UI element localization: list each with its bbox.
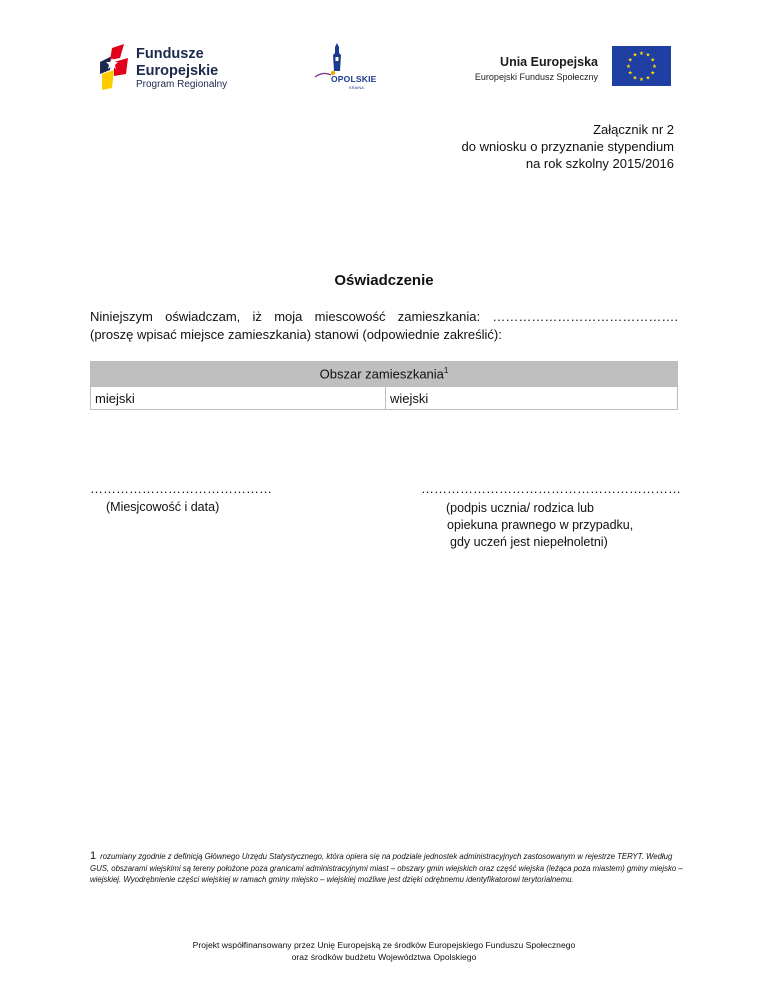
fundusze-europejskie-logo — [98, 44, 268, 94]
annex-line3: na rok szkolny 2015/2016 — [525, 156, 674, 171]
eu-star-icon: ★ — [632, 52, 638, 59]
ue-logo-text — [475, 55, 598, 82]
opolskie-logo-sub: KRAINA — [349, 85, 364, 90]
fe-logo-line2: Europejskie — [136, 63, 219, 79]
footer-line2: oraz środków budżetu Województwa Opolskiego — [291, 952, 477, 962]
statement-line1: Niniejszym oświadczam, iż moja miescowość zamieszkania: ……………………………………. — [90, 309, 678, 324]
statement-paragraph — [90, 308, 678, 344]
area-option-urban[interactable]: miejski — [91, 387, 386, 410]
footer-line1: Projekt współfinansowany przez Unię Europejską ze środków Europejskiego Funduszu Społecznego — [192, 940, 576, 950]
signature-line[interactable]: …………………………………………………… — [421, 481, 681, 496]
eu-star-icon: ★ — [639, 77, 644, 83]
eu-star-icon: ★ — [639, 51, 644, 57]
annex-line2: do wniosku o przyznanie stypendium — [461, 139, 674, 154]
eu-star-icon: ★ — [632, 75, 638, 82]
area-table-header — [91, 362, 678, 387]
document-title: Oświadczenie — [334, 272, 434, 289]
footnote — [90, 851, 690, 886]
signature-label — [446, 500, 633, 551]
ue-subtitle: Europejski Fundusz Społeczny — [474, 72, 598, 82]
annex-heading — [462, 121, 674, 172]
signature-label-line3: gdy uczeń jest niepełnoletni) — [450, 535, 608, 549]
annex-line1: Załącznik nr 2 — [593, 122, 674, 137]
area-option-rural[interactable]: wiejski — [386, 387, 678, 410]
area-table-header-text: Obszar zamieszkania — [319, 366, 444, 382]
eu-flag-icon — [612, 46, 671, 86]
signature-label-line1: (podpis ucznia/ rodzica lub — [446, 501, 594, 515]
fe-logo-line1: Fundusze — [136, 46, 204, 62]
statement-line2: (proszę wpisać miejsce zamieszkania) stanowi (odpowiednie zakreślić): — [90, 327, 502, 342]
page-footer — [0, 939, 768, 963]
eu-star-icon: ★ — [627, 57, 633, 64]
eu-star-icon: ★ — [645, 75, 651, 82]
area-table — [90, 361, 678, 410]
footnote-number: 1 — [90, 850, 97, 862]
eu-star-icon: ★ — [650, 57, 656, 64]
eu-star-icon: ★ — [652, 64, 657, 70]
signature-label-line2: opiekuna prawnego w przypadku, — [447, 518, 634, 532]
footnote-ref: 1 — [443, 366, 449, 376]
opolskie-logo-name: OPOLSKIE — [331, 74, 377, 84]
ue-title: Unia Europejska — [500, 55, 598, 69]
footnote-text: rozumiany zgodnie z definicją Głównego Urzędu Statystycznego, która opiera się na podziale jednostek administracyjnych zastosowanym w rejestrze TERYT. Według GUS, obszarami wiejskimi są tereny położone poza granicami administracyjnymi miast – obszary gmin wiejskich oraz część wiejska (leżąca poza miastem) gminy miejsko – wiejskiej. Wyodrębnienie części wiejskiej w ramach gminy miejsko – wiejskiej możliwe jest dzięki odrębnemu identyfikatorowi terytorialnemu. — [90, 852, 683, 884]
fe-stars-icon — [98, 44, 130, 90]
eu-star-icon: ★ — [627, 70, 633, 77]
place-date-label: (Miesjcowość i data) — [106, 500, 220, 514]
eu-star-icon: ★ — [626, 64, 631, 70]
fe-logo-line3: Program Regionalny — [136, 79, 228, 90]
opolskie-logo — [309, 43, 389, 93]
eu-star-icon: ★ — [650, 70, 656, 77]
eu-star-icon: ★ — [645, 52, 651, 59]
place-date-line[interactable]: …………………………………… — [90, 481, 272, 496]
